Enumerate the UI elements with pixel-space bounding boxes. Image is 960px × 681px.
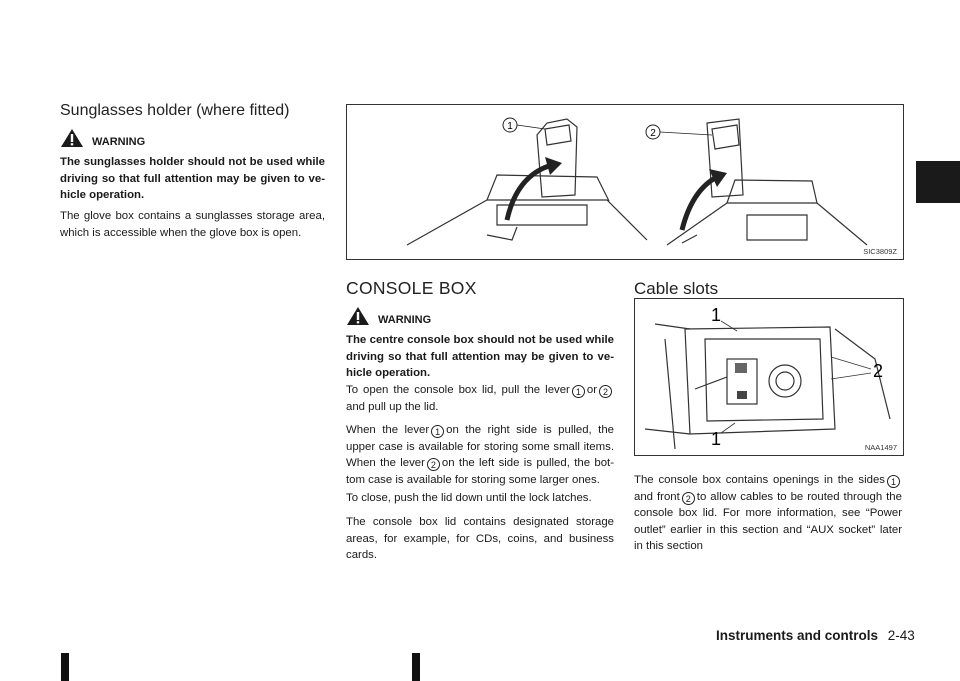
page-footer (716, 628, 915, 643)
cable-slots-illustration (635, 299, 903, 455)
page-number: 2-43 (887, 628, 915, 643)
callout-2: 2 (873, 361, 884, 381)
lever-1-marker: 1 (572, 385, 585, 398)
cable-slots-figure (634, 298, 904, 456)
text-fragment: or (586, 384, 597, 396)
text-fragment: The console box contains openings in the sides (634, 474, 885, 486)
callout-1: 1 (507, 121, 513, 132)
warning-icon (346, 306, 370, 326)
lever-2-marker: 2 (599, 385, 612, 398)
console-lid-figure (346, 104, 904, 260)
footer-title: Instruments and controls (716, 628, 879, 643)
front-marker: 2 (682, 492, 695, 505)
text-fragment: to allow cables to be routed through the console box lid. For more information, see “Power outlet” earlier in this section and “AUX socket” later in this section (634, 490, 902, 552)
text-fragment: on the left side is pulled, the bot-tom case is available for storing some larger ones. (346, 457, 614, 486)
lever-2-marker: 2 (427, 458, 440, 471)
console-paragraph-close: To close, push the lid down until the lock latches. (346, 492, 592, 504)
console-paragraph-levers (346, 422, 614, 488)
text-fragment: To open the console box lid, pull the lever (346, 384, 570, 396)
body-text: The glove box contains a sunglasses storage area, which is accessible when the glove box is open. (60, 210, 325, 239)
warning-label: WARNING (378, 314, 432, 326)
text-fragment: and front (634, 490, 680, 503)
warning-icon (60, 128, 84, 148)
console-lid-illustration (347, 105, 903, 259)
warning-label: WARNING (92, 136, 146, 148)
figure-code: SIC3809Z (863, 247, 897, 256)
binding-mark-left (61, 653, 69, 681)
warning-text: The sunglasses holder should not be used while driving so that full attention may be given to ve-hicle operation. (60, 156, 325, 201)
text-fragment: When the lever (346, 424, 430, 436)
cable-slots-heading: Cable slots (634, 279, 719, 298)
figure-code: NAA1497 (864, 443, 897, 452)
callout-1-bottom: 1 (711, 429, 722, 449)
text-fragment: on the right side is pulled, the upper case is available for storing some small items. When the lever (346, 424, 614, 469)
warning-block (60, 128, 145, 148)
callout-1-top: 1 (711, 305, 722, 325)
side-marker: 1 (887, 475, 900, 488)
section-tab (916, 161, 960, 203)
console-paragraph-open (346, 382, 614, 415)
callout-2: 2 (650, 128, 656, 139)
console-warning-block (346, 306, 431, 326)
sunglasses-heading: Sunglasses holder (where fitted) (60, 102, 290, 119)
console-warning-text: The centre console box should not be used while driving so that full attention may be given to ve-hicle operation. (346, 334, 614, 379)
console-paragraph-storage: The console box lid contains designated storage areas, for example, for CDs, coins, and business cards. (346, 516, 614, 561)
binding-mark-right (412, 653, 420, 681)
text-fragment: and pull up the lid. (346, 400, 439, 413)
console-box-heading: CONSOLE BOX (346, 278, 477, 298)
lever-1-marker: 1 (431, 425, 444, 438)
cable-paragraph (634, 472, 902, 555)
